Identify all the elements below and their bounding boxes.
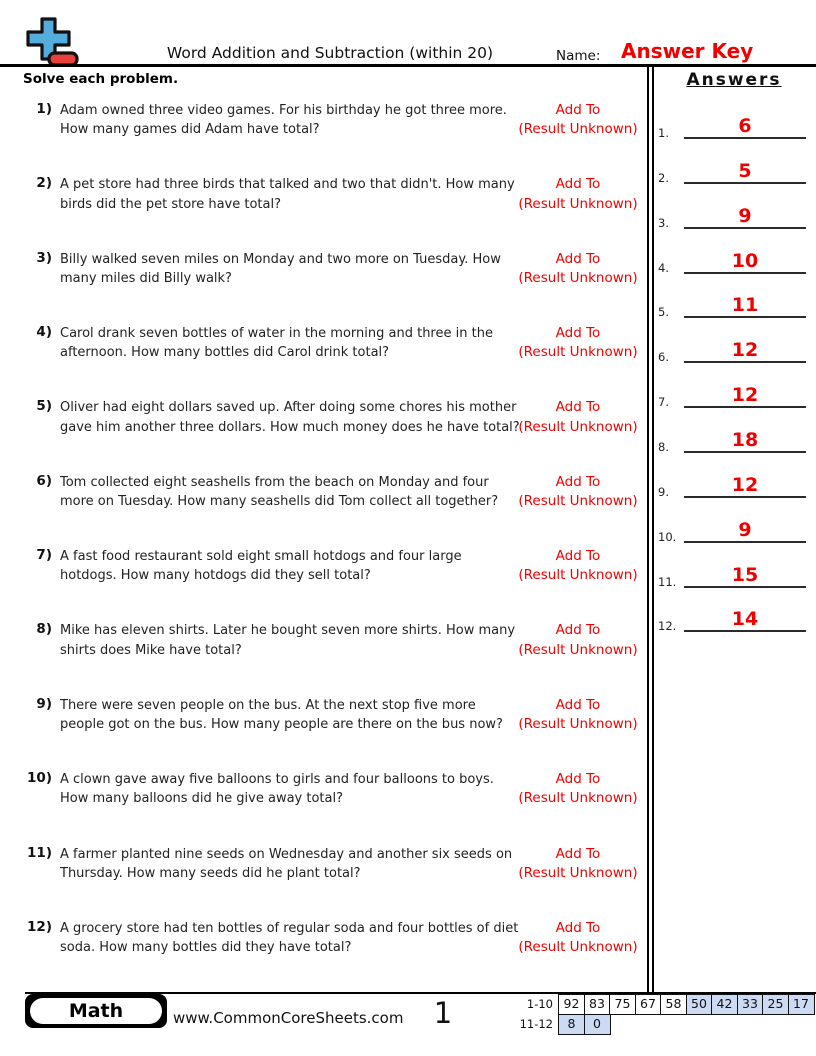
answer-number: 7. (658, 395, 669, 410)
answer-row (654, 103, 810, 139)
answers-title: Answers (686, 70, 782, 90)
answer-row (654, 282, 810, 318)
score-cell: 75 (609, 994, 636, 1016)
answer-blank-line (684, 586, 806, 588)
problem-type-line2: (Result Unknown) (518, 567, 638, 584)
answer-number: 3. (658, 215, 669, 230)
answer-number: 8. (658, 439, 669, 454)
problem-type-line1: Add To (555, 845, 601, 862)
name-value: Answer Key (621, 39, 754, 63)
answer-blank-line (684, 451, 806, 453)
problem-text: Tom collected eight seashells from the beach on Monday and four more on Tuesday. How many seashells did Tom collect all together? (60, 474, 499, 510)
subject-badge (25, 994, 167, 1028)
answer-blank-line (684, 182, 806, 184)
answer-value: 9 (738, 518, 752, 541)
problem-type-line1: Add To (555, 102, 601, 118)
problem-number: 11) (27, 844, 52, 861)
problem-type-line1: Add To (555, 250, 601, 267)
score-table (516, 994, 815, 1036)
problem-type-line1: Add To (555, 919, 601, 936)
problem-type-tag (508, 398, 648, 437)
score-cell: 33 (737, 994, 764, 1016)
answer-blank-line (684, 406, 806, 408)
problem-type-tag (508, 473, 648, 512)
answer-number: 12. (658, 619, 677, 634)
problem-text: There were seven people on the bus. At the next stop five more people got on the bus. How many people are there on the bus now? (60, 697, 503, 733)
problem-type-line2: (Result Unknown) (518, 418, 638, 435)
problem-type-tag (508, 547, 648, 586)
problem-type-tag (508, 175, 648, 214)
score-row-label: 11-12 (519, 1016, 553, 1031)
problem-number: 5) (36, 398, 52, 415)
score-cell: 25 (762, 994, 789, 1016)
answer-row (654, 148, 810, 184)
problem-type-line2: (Result Unknown) (518, 939, 638, 956)
problem-type-line1: Add To (555, 399, 601, 416)
answer-value: 10 (731, 249, 759, 272)
answer-value: 12 (731, 339, 759, 362)
problem-type-line1: Add To (555, 325, 601, 342)
problem-type-line1: Add To (555, 771, 601, 788)
problem-type-tag (508, 324, 648, 363)
answer-row (654, 238, 810, 274)
answer-blank-line (684, 361, 806, 363)
problem-number: 8) (36, 621, 52, 638)
score-cell: 67 (635, 994, 662, 1016)
answer-row (654, 596, 810, 632)
problem-number: 3) (36, 249, 52, 266)
problem-type-line2: (Result Unknown) (518, 864, 638, 881)
website-text: www.CommonCoreSheets.com (173, 1009, 404, 1027)
problem-text: Oliver had eight dollars saved up. After doing some chores his mother gave him another three dollars. How much money does he have total? (60, 400, 520, 435)
score-cell: 83 (584, 994, 611, 1016)
subject-label: Math (30, 998, 162, 1024)
problem-text: Carol drank seven bottles of water in the morning and three in the afternoon. How many bottles did Carol drink total? (60, 326, 493, 361)
answer-blank-line (684, 630, 806, 632)
problem-type-line1: Add To (555, 473, 601, 490)
header-divider (0, 64, 816, 67)
score-row (516, 1014, 815, 1036)
answer-number: 10. (658, 529, 677, 544)
problem-text: A grocery store had ten bottles of regular soda and four bottles of diet soda. How many bottles did they have total? (60, 920, 519, 956)
answer-number: 11. (658, 574, 677, 589)
answer-value: 18 (731, 428, 759, 451)
plus-minus-icon (20, 16, 82, 68)
score-cell: 8 (558, 1014, 585, 1036)
page-title: Word Addition and Subtraction (within 20) (166, 44, 494, 62)
score-cell: 17 (788, 994, 815, 1016)
page-number: 1 (433, 996, 453, 1030)
answer-number: 6. (658, 350, 669, 365)
problem-number: 9) (36, 695, 52, 712)
problem-number: 2) (36, 175, 52, 192)
answer-row (654, 193, 810, 229)
problem-type-line2: (Result Unknown) (518, 269, 638, 286)
name-label: Name: (556, 48, 601, 64)
problem-type-tag (508, 770, 648, 809)
score-cell: 50 (686, 994, 713, 1016)
problem-type-tag (508, 845, 648, 884)
answer-value: 14 (731, 608, 759, 631)
problem-type-line1: Add To (555, 548, 601, 565)
answer-row (654, 327, 810, 363)
problem-type-tag (508, 696, 648, 735)
answers-separator-line (647, 67, 649, 992)
answer-value: 15 (731, 563, 759, 586)
answer-blank-line (684, 541, 806, 543)
problem-text: Billy walked seven miles on Monday and two more on Tuesday. How many miles did Billy walk? (60, 251, 501, 286)
answer-value: 12 (731, 384, 759, 407)
problem-type-tag (508, 101, 648, 140)
problem-type-line1: Add To (555, 622, 601, 639)
problem-type-line2: (Result Unknown) (518, 121, 638, 138)
problem-type-line1: Add To (555, 176, 601, 193)
answer-number: 5. (658, 305, 669, 320)
score-cell: 92 (558, 994, 585, 1016)
answer-row (654, 417, 810, 453)
score-row (516, 994, 815, 1016)
problem-type-line2: (Result Unknown) (518, 790, 638, 807)
problem-type-line2: (Result Unknown) (518, 716, 638, 733)
problem-type-line2: (Result Unknown) (518, 641, 638, 658)
problem-number: 6) (36, 472, 52, 489)
answer-value: 11 (731, 294, 759, 317)
answer-row (654, 372, 810, 408)
answer-number: 2. (658, 170, 669, 185)
answer-blank-line (684, 316, 806, 318)
problem-text: A clown gave away five balloons to girls and four balloons to boys. How many balloons did he give away total? (60, 772, 494, 807)
problem-text: Adam owned three video games. For his birthday he got three more. How many games did Adam have total? (60, 103, 507, 138)
score-row-label: 1-10 (526, 996, 553, 1011)
answer-value: 9 (738, 204, 752, 227)
problem-text: A pet store had three birds that talked and two that didn't. How many birds did the pet store have total? (60, 177, 515, 212)
answer-row (654, 462, 810, 498)
problem-number: 7) (36, 547, 52, 564)
problem-type-line2: (Result Unknown) (518, 493, 638, 510)
answer-row (654, 507, 810, 543)
problem-number: 4) (36, 324, 52, 341)
score-cell: 58 (660, 994, 687, 1016)
instructions-text: Solve each problem. (23, 71, 179, 87)
answer-blank-line (684, 137, 806, 139)
problem-type-tag (508, 919, 648, 958)
score-cell: 0 (584, 1014, 611, 1036)
problem-number: 12) (27, 918, 52, 935)
answer-row (654, 552, 810, 588)
answer-value: 6 (738, 115, 752, 137)
problem-text: A farmer planted nine seeds on Wednesday and another six seeds on Thursday. How many seeds did he plant total? (60, 846, 513, 881)
problem-number: 1) (36, 101, 52, 117)
answer-number: 4. (658, 260, 669, 275)
answer-blank-line (684, 272, 806, 274)
answer-number: 1. (658, 126, 669, 140)
answer-blank-line (684, 496, 806, 498)
answer-value: 12 (731, 473, 759, 496)
problem-type-line1: Add To (555, 696, 601, 713)
problem-text: Mike has eleven shirts. Later he bought seven more shirts. How many shirts does Mike have total? (60, 623, 516, 658)
answer-value: 5 (738, 159, 752, 182)
answer-number: 9. (658, 484, 669, 499)
score-cell: 42 (711, 994, 738, 1016)
problem-text: A fast food restaurant sold eight small hotdogs and four large hotdogs. How many hotdogs did they sell total? (60, 549, 462, 584)
problem-number: 10) (27, 770, 52, 787)
problem-type-line2: (Result Unknown) (518, 195, 638, 212)
answer-blank-line (684, 227, 806, 229)
problem-type-tag (508, 621, 648, 660)
problem-type-line2: (Result Unknown) (518, 344, 638, 361)
problem-type-tag (508, 250, 648, 289)
